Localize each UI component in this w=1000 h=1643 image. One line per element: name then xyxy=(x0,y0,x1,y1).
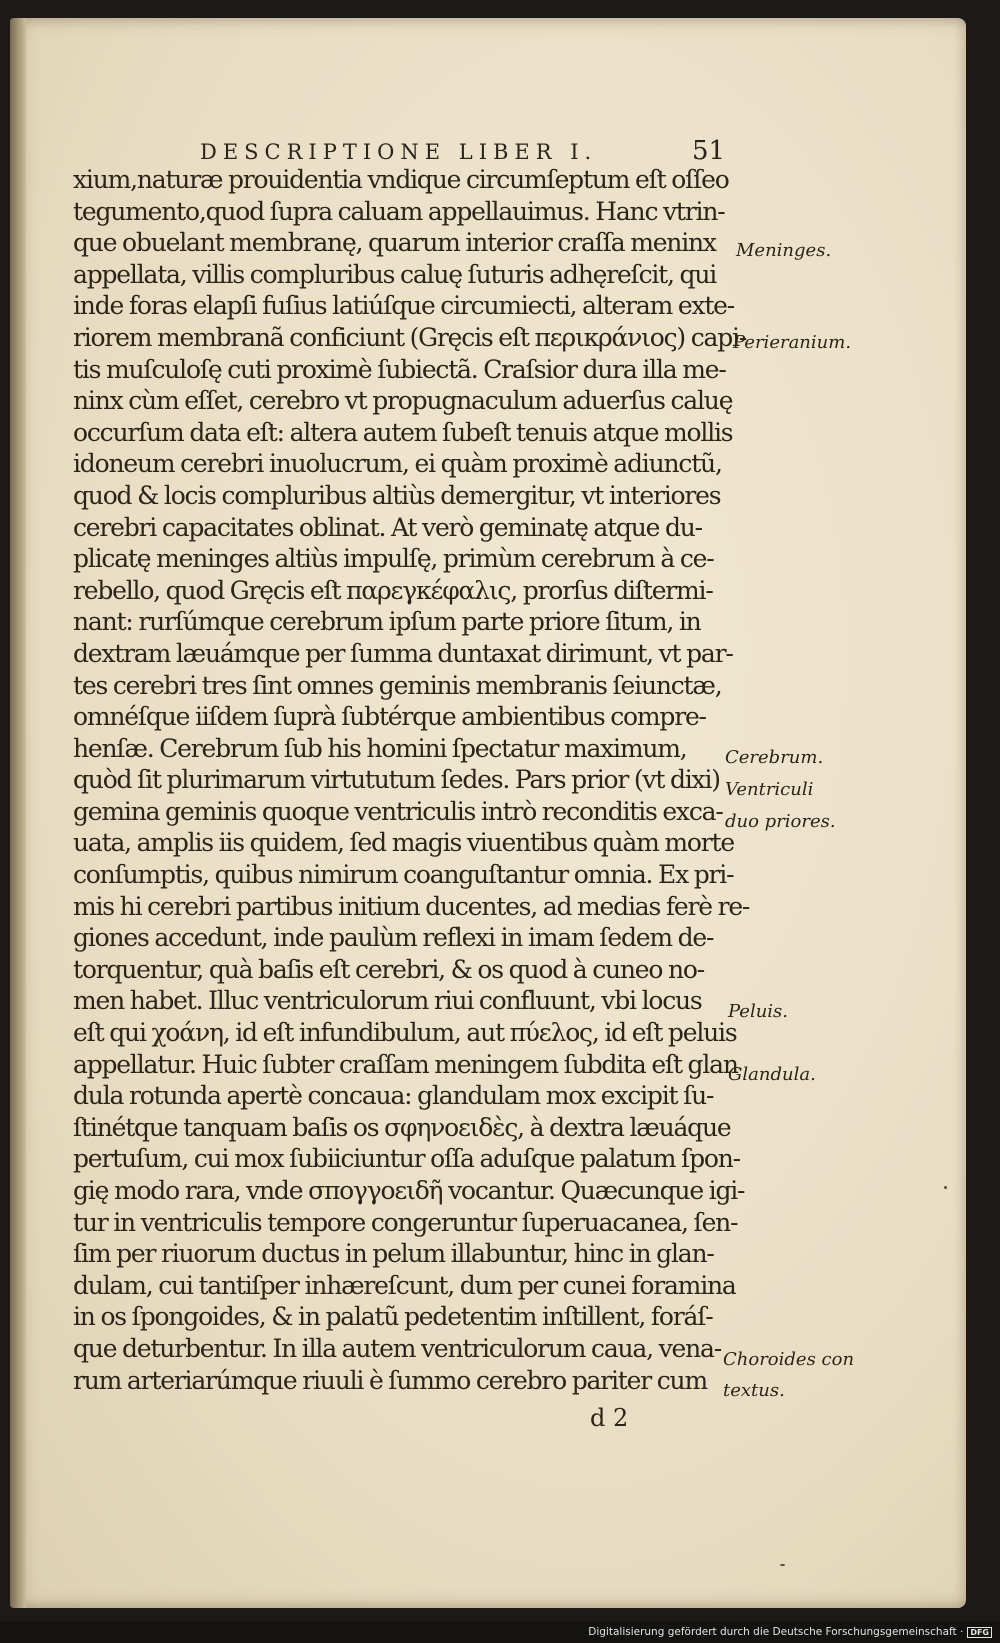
text-line: torquentur, quà baſis eſt cerebri, & os quod à cuneo no- xyxy=(73,954,704,984)
text-line: omnéſque iiſdem ſuprà ſubtérque ambientibus compre- xyxy=(73,702,706,732)
text-line: dulam, cui tantiſper inhæreſcunt, dum per cunei foramina xyxy=(73,1270,736,1300)
dfg-logo: DFG xyxy=(967,1627,992,1638)
margin-note-perieranium: Perieranium. xyxy=(733,332,852,353)
text-line: ninx cùm eſſet, cerebro vt propugnaculum aduerſus caluę xyxy=(73,386,733,416)
margin-note-duo-priores: duo priores. xyxy=(725,811,836,832)
digitization-credit-bar xyxy=(0,1621,1000,1643)
margin-note-ventriculi: Ventriculi xyxy=(725,779,814,800)
paper-speck xyxy=(944,1186,947,1189)
margin-note-cerebrum: Cerebrum. xyxy=(725,747,824,768)
text-line: xium,naturæ prouidentia vndique circumſeptum eſt oſſeo xyxy=(73,165,729,194)
text-line: in os ſpongoides, & in palatũ pedetentim inſtillent, foráſ- xyxy=(73,1302,713,1332)
main-text-block xyxy=(73,164,750,1396)
text-line: ſim per riuorum ductus in pelum illabuntur, hinc in glan- xyxy=(73,1239,714,1269)
text-line: mis hi cerebri partibus initium ducentes, ad medias ferè re- xyxy=(73,891,750,921)
text-line: uata, amplis iis quidem, ſed magis viuentibus quàm morte xyxy=(73,828,734,858)
text-line: que deturbentur. In illa autem ventriculorum caua, vena- xyxy=(73,1333,721,1363)
text-line: appellata, villis compluribus caluę ſuturis adhęreſcit, qui xyxy=(73,259,717,289)
text-line: quod & locis compluribus altiùs demergitur, vt interiores xyxy=(73,480,721,510)
text-line: gię modo rara, vnde σπογγοειδῆ vocantur. Quæcunque igi- xyxy=(73,1176,745,1205)
text-line: cerebri capacitates oblinat. At verò geminatę atque du- xyxy=(73,512,702,542)
text-line: dula rotunda apertè concaua: glandulam mox excipit ſu- xyxy=(73,1081,714,1111)
page-number: 51 xyxy=(692,136,726,166)
margin-note-glandula: Glandula. xyxy=(728,1064,816,1085)
text-line: pertuſum, cui mox ſubiiciuntur oſſa aduſque palatum ſpon- xyxy=(73,1144,740,1174)
text-line: riorem membranã conficiunt (Gręcis eſt περικράνιος) capi- xyxy=(73,322,747,352)
text-line: dextram læuámque per ſumma duntaxat dirimunt, vt par- xyxy=(73,638,733,668)
credit-text: Digitalisierung gefördert durch die Deutsche Forschungsgemeinschaft · xyxy=(588,1626,964,1638)
text-line: conſumptis, quibus nimirum coanguſtantur omnia. Ex pri- xyxy=(73,860,734,890)
text-line: henſæ. Cerebrum ſub his homini ſpectatur maximum, xyxy=(73,733,687,763)
text-line: rum arteriarúmque riuuli è ſummo cerebro pariter cum xyxy=(73,1365,707,1395)
signature-mark: d 2 xyxy=(590,1404,629,1432)
running-title: DESCRIPTIONE LIBER I. xyxy=(200,140,598,164)
text-line: gemina geminis quoque ventriculis intrò reconditis exca- xyxy=(73,796,723,826)
text-line: men habet. Illuc ventriculorum riui confluunt, vbi locus xyxy=(73,986,702,1016)
text-line: rebello, quod Gręcis eſt παρεγκέφαλις, prorſus diſtermi- xyxy=(73,575,713,605)
margin-note-choroides: Choroides con xyxy=(723,1349,855,1370)
text-line: inde foras elapſi fuſius latiúſque circumiecti, alteram exte- xyxy=(73,291,735,321)
margin-note-meninges: Meninges. xyxy=(736,240,832,261)
text-line: giones accedunt, inde paulùm reflexi in imam ſedem de- xyxy=(73,923,714,953)
text-line: idoneum cerebri inuolucrum, ei quàm proximè adiunctũ, xyxy=(73,449,722,479)
text-line: que obuelant membranę, quarum interior craſſa meninx xyxy=(73,228,716,258)
text-line: eſt qui χοάνη, id eſt infundibulum, aut πύελος, id eſt peluis xyxy=(73,1018,737,1048)
text-line: quòd ſit plurimarum virtututum ſedes. Pars prior (vt dixi) xyxy=(73,765,720,795)
book-page xyxy=(10,18,966,1608)
text-line: plicatę meninges altiùs impulſę, primùm cerebrum à ce- xyxy=(73,544,714,574)
text-line: appellatur. Huic ſubter craſſam meningem ſubdita eſt glan xyxy=(73,1049,738,1079)
text-line: tis muſculoſę cuti proximè ſubiectã. Craſsior dura illa me- xyxy=(73,354,726,384)
text-line: occurſum data eſt: altera autem ſubeſt tenuis atque mollis xyxy=(73,417,733,447)
paper-speck xyxy=(780,1564,785,1566)
text-line: ſtinétque tanquam baſis os σφηνοειδὲς, à dextra læuáque xyxy=(73,1112,731,1142)
margin-note-textus: textus. xyxy=(723,1380,785,1401)
margin-note-peluis: Peluis. xyxy=(728,1001,789,1022)
text-line: tes cerebri tres ſint omnes geminis membranis ſeiunctæ, xyxy=(73,670,722,700)
text-line: tegumento,quod ſupra caluam appellauimus. Hanc vtrin- xyxy=(73,196,725,226)
text-line: nant: rurſúmque cerebrum ipſum parte priore ſitum, in xyxy=(73,607,701,637)
text-line: tur in ventriculis tempore congeruntur ſuperuacanea, ſen- xyxy=(73,1207,738,1237)
